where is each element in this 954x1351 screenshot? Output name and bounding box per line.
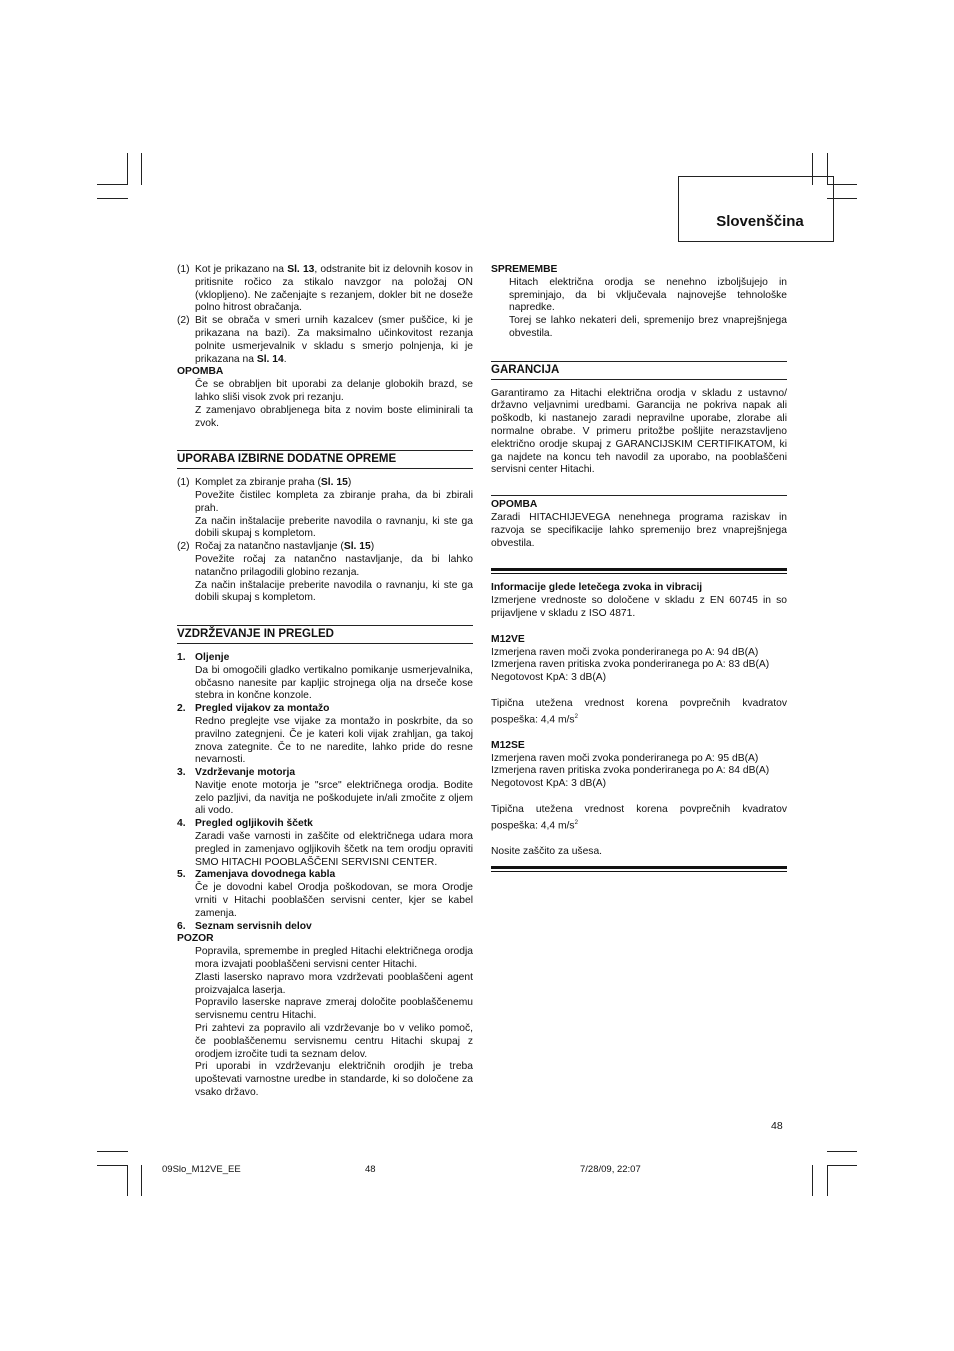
figure-ref: Sl. 15: [320, 477, 348, 489]
crop-mark: [141, 1165, 142, 1196]
caution-line: Popravilo laserske naprave zmeraj določite pooblaščenemu servisnemu centru Hitachi.: [195, 997, 473, 1022]
text: , odstranite bit iz delovnih kosov in pritisnite ročico za stikalo navzgor na položaj ON (vklopljeno). Ne začenjajte s rezanjem, dokler bit ne doseže polno hitrost obračanja.: [195, 264, 474, 314]
maint-item: [177, 869, 473, 882]
noise-title: Informacije glede letečega zvoka in vibracij: [491, 582, 703, 594]
caution-line: Pri uporabi in vzdrževanju električnih orodjih je treba upoštevati varnostne uredbe in standarde, ki so določene za vsako državo.: [195, 1061, 473, 1099]
item-number: 6.: [177, 920, 186, 932]
caution-line: Zlasti lasersko napravo mora vzdrževati pooblaščeni agent proizvajalca laserja.: [195, 971, 473, 996]
maint-item: [177, 652, 473, 665]
note-label: OPOMBA: [177, 366, 224, 378]
text: ): [370, 541, 375, 553]
crop-mark: [127, 153, 128, 185]
text: ): [347, 477, 352, 489]
ear-protection: Nosite zaščito za ušesa.: [491, 845, 603, 857]
maint-item: [177, 767, 473, 780]
maint-text: Če je dovodni kabel Orodja poškodovan, se mora Orodje vrniti v Hitachi pooblaščen servisni center, kjer se kabel zamenja.: [195, 882, 473, 919]
caution-line: Popravila, spremembe in pregled Hitachi električnega orodja mora izvajati pooblaščeni servisni center Hitachi.: [195, 946, 473, 971]
item-number: 5.: [177, 869, 186, 881]
m12se-vibration: [491, 804, 787, 833]
maint-text: Navitje enote motorja je "srce" električnega orodja. Bodite zelo pazljivi, da navitja ne poškodujete in/ali zmočite z oljem ali vodo.: [195, 779, 473, 817]
item-number: (1): [177, 477, 190, 489]
divider: [491, 568, 787, 574]
text: Komplet za zbiranje praha (: [195, 477, 321, 489]
crop-mark: [97, 198, 128, 199]
superscript: 2: [574, 713, 578, 720]
left-column: [177, 264, 473, 1100]
text: Bit se obrača v smeri urnih kazalcev (smer puščice, ki je prikazana na bazi). Za maksimalno učinkovitost rezanja polnite usmerjevalnik v skladu s smerjo polnjenja, ki je prikazana na: [195, 315, 473, 365]
crop-mark: [827, 1165, 857, 1166]
crop-mark: [97, 1151, 128, 1152]
footer-file: 09Slo_M12VE_EE: [162, 1164, 241, 1175]
option-text: Za način inštalacije preberite navodila o ravnanju, ki ste ga dobili skupaj s kompletom.: [195, 579, 473, 604]
option-text: Za način inštalacije preberite navodila o ravnanju, ki ste ga dobili skupaj s kompletom.: [195, 515, 473, 540]
changes-line: Hitach električna orodja se nenehno izboljšujejo in spreminjajo, da bi vključevala najnovejše tehnološke napredke.: [509, 276, 787, 314]
intro-text-1: [195, 264, 473, 315]
item-number: 3.: [177, 767, 186, 779]
language-tab: [678, 176, 834, 242]
m12ve-label: M12VE: [491, 633, 525, 645]
option-item-1: [177, 477, 473, 490]
figure-ref: Sl. 13: [287, 264, 315, 275]
maint-title: Vzdrževanje motorja: [195, 767, 296, 779]
intro-text-2: [195, 315, 473, 366]
m12ve-line: Negotovost KpA: 3 dB(A): [491, 672, 607, 684]
item-number: 4.: [177, 818, 186, 830]
intro-item-2: [177, 315, 473, 366]
text: Tipična utežena vrednost korena povprečnih kvadratov pospeška: 4,4 m/s: [491, 697, 787, 725]
m12se-line: Izmerjena raven moči zvoka ponderiranega po A: 95 dB(A): [491, 752, 759, 764]
caution-line: Pri zahtevi za popravilo ali vzdrževanje bo v veliko pomoč, če pooblaščenemu servisnemu centru Hitachi skupaj z orodjem izročite tudi ta seznam delov.: [195, 1023, 473, 1060]
language-label: Slovenščina: [716, 213, 804, 230]
m12se-line: Izmerjena raven pritiska zvoka ponderiranega po A: 84 dB(A): [491, 765, 770, 777]
maint-text: Zaradi vaše varnosti in zaščite od električnega udara mora pregled in zamenjavo ogljikovih ščetk na tem orodju opraviti SMO HITACHI POOBLAŠČENI SERVISNI CENTER.: [195, 831, 473, 868]
maint-text: Da bi omogočili gladko vertikalno pomikanje usmerjevalnika, občasno nanesite par kapljic strojnega olja na drseče kose stebra in končne konzole.: [195, 664, 473, 702]
page-number: 48: [771, 1120, 783, 1132]
note-line: Če se obrabljen bit uporabi za delanje globokih brazd, se lahko sliši visok zvok pri rezanju.: [195, 379, 473, 403]
text: Tipična utežena vrednost korena povprečnih kvadratov pospeška: 4,4 m/s: [491, 803, 787, 831]
maint-title: Pregled ogljikovih ščetk: [195, 818, 313, 830]
figure-ref: Sl. 14: [256, 353, 284, 365]
maint-item: [177, 921, 473, 934]
option-text: Povežite ročaj za natančno nastavljanje, da bi lahko natančno prilagodili globino rezanja.: [195, 553, 473, 578]
item-number: (2): [177, 541, 190, 553]
option-text: Povežite čistilec kompleta za zbiranje praha, da bi zbirali prah.: [195, 489, 473, 514]
noise-text: Izmerjene vrednoste so določene v skladu z EN 60745 in so prijavljene v skladu z ISO 4871.: [491, 595, 787, 619]
warranty-text: Garantiramo za Hitachi električna orodja v skladu z ustavno/ državno veljavnimi uredbami. Garancija ne pokriva napak ali poškodb, ki nastanejo zaradi nepravilne uporabe, zlorabe ali normalne obrabe. V primeru pritožbe pošljite nerazstavljeno električno orodje skupaj z GARANCIJSKIM CERTIFIKATOM, ki ga najdete na koncu teh navodil za uporabo, na pooblaščeni servisni center Hitachi.: [491, 387, 787, 476]
caution-label: POZOR: [177, 933, 214, 945]
item-number: (1): [177, 264, 190, 275]
crop-mark: [97, 1165, 128, 1166]
m12se-label: M12SE: [491, 739, 525, 751]
text: .: [283, 353, 287, 365]
item-number: (2): [177, 315, 190, 327]
note-text: Zaradi HITACHIJEVEGA nenehnega programa raziskav in razvoja se specifikacije lahko spremenijo brez vnaprejšnjega obvestila.: [491, 511, 787, 549]
maint-text: Redno preglejte vse vijake za montažo in poskrbite, da so pravilno zategnjeni. Če je kateri koli vijak zrahljan, ga takoj znova zategnite. Če to ne naredite, lahko pride do resne nevarnosti.: [195, 715, 473, 766]
maint-item: [177, 818, 473, 831]
figure-ref: Sl. 15: [343, 541, 371, 553]
maint-title: Oljenje: [195, 651, 230, 663]
item-number: 2.: [177, 703, 186, 715]
changes-line: Torej se lahko nekateri deli, spremenijo brez vnaprejšnjega obvestila.: [509, 315, 787, 339]
text: Ročaj za natančno nastavljanje (: [195, 541, 344, 553]
option-item-2: [177, 541, 473, 554]
text: Kot je prikazano na: [195, 264, 288, 275]
m12ve-vibration: [491, 698, 787, 727]
crop-mark: [827, 1151, 857, 1152]
item-number: 1.: [177, 651, 186, 663]
crop-mark: [97, 184, 128, 185]
right-column: [491, 264, 787, 872]
footer-page: 48: [365, 1164, 376, 1175]
divider: [491, 866, 787, 872]
note-line: Z zamenjavo obrabljenega bita z novim boste eliminirali ta zvok.: [195, 404, 473, 429]
footer-date: 7/28/09, 22:07: [580, 1164, 641, 1175]
m12ve-line: Izmerjena raven pritiska zvoka ponderiranega po A: 83 dB(A): [491, 659, 770, 671]
intro-item-1: [177, 264, 473, 315]
changes-label: SPREMEMBE: [491, 264, 558, 275]
m12se-line: Negotovost KpA: 3 dB(A): [491, 778, 607, 790]
section-heading-warranty: GARANCIJA: [491, 361, 787, 380]
m12ve-line: Izmerjena raven moči zvoka ponderiranega po A: 94 dB(A): [491, 646, 759, 658]
superscript: 2: [574, 819, 578, 826]
maint-title: Seznam servisnih delov: [195, 920, 312, 932]
crop-mark: [812, 1165, 813, 1196]
option-title: [195, 541, 473, 554]
crop-mark: [127, 1165, 128, 1196]
option-title: [195, 477, 473, 490]
maint-title: Pregled vijakov za montažo: [195, 703, 330, 715]
note-label: OPOMBA: [491, 495, 787, 512]
crop-mark: [827, 1165, 828, 1196]
crop-mark: [141, 153, 142, 185]
maint-item: [177, 703, 473, 716]
maint-title: Zamenjava dovodnega kabla: [195, 869, 336, 881]
section-heading-maintenance: VZDRŽEVANJE IN PREGLED: [177, 625, 473, 644]
section-heading-options: UPORABA IZBIRNE DODATNE OPREME: [177, 450, 473, 469]
